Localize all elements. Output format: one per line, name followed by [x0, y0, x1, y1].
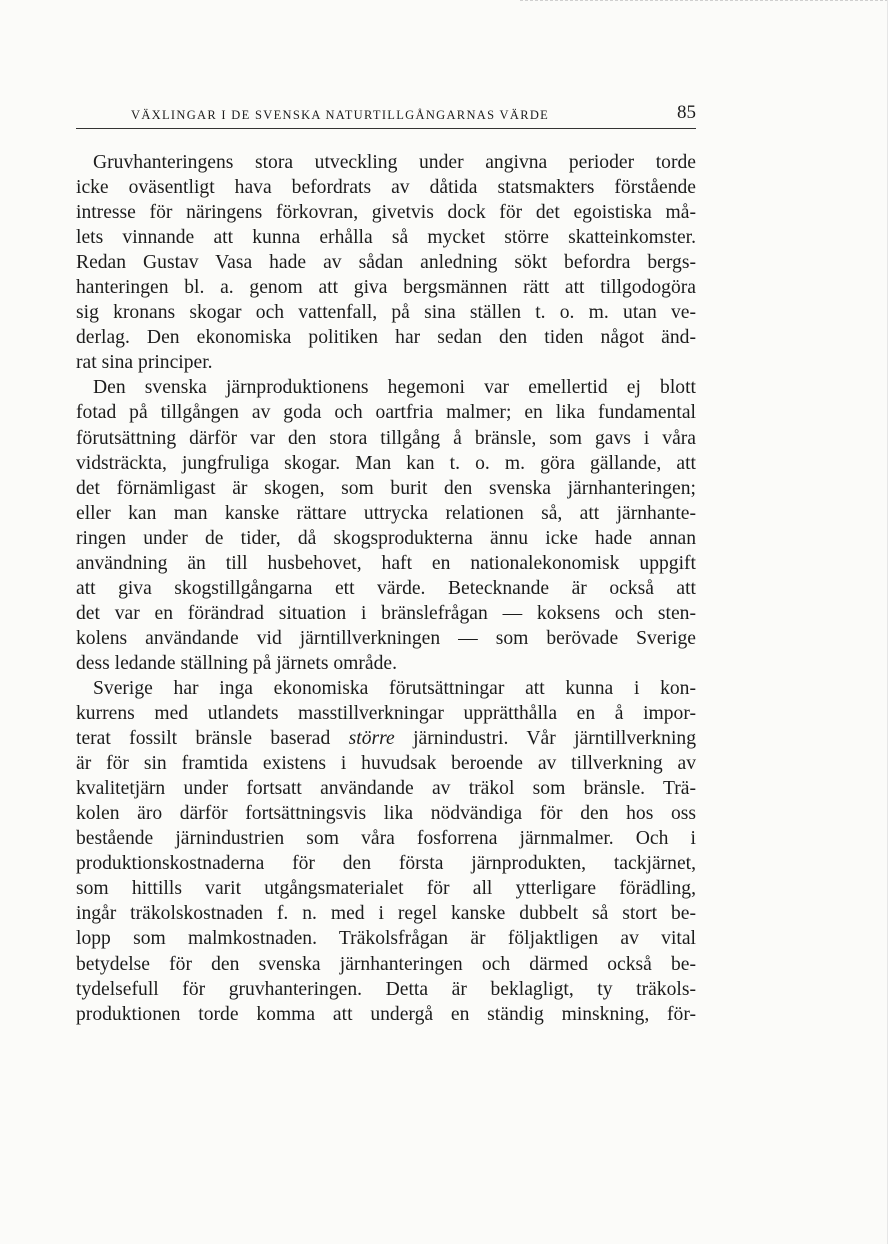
text-line: derlag. Den ekonomiska politiken har sedan den tiden något änd- [76, 327, 696, 349]
text-line: ringen under de tider, då skogsprodukterna ännu icke hade annan [76, 527, 696, 549]
text-line: intresse för näringens förkovran, givetvis dock för det egoistiska må- [76, 202, 696, 224]
running-header [76, 100, 696, 130]
text-line: rat sina principer. [76, 352, 213, 374]
text-line: det var en förändrad situation i bränslefrågan — koksens och sten- [76, 602, 696, 624]
text-line: kolens användande vid järntillverkningen — som berövade Sverige [76, 627, 696, 649]
text-line: kurrens med utlandets masstillverkningar upprätthålla en å impor- [76, 703, 696, 725]
running-title: VÄXLINGAR I DE SVENSKA NATURTILLGÅNGARNAS VÄRDE [131, 108, 550, 122]
text-line: produktionen torde komma att undergå en ständig minskning, för- [76, 1003, 696, 1025]
text-line: lets vinnande att kunna erhålla så mycket större skatteinkomster. [76, 227, 696, 249]
text-line: kolen äro därför fortsättningsvis lika nödvändiga för den hos oss [76, 803, 696, 825]
text-line: att giva skogstillgångarna ett värde. Betecknande är också att [76, 577, 696, 599]
page-number: 85 [677, 102, 696, 123]
page-top-edge [520, 0, 888, 2]
text-line: hanteringen bl. a. genom att giva bergsmännen rätt att tillgodogöra [76, 277, 696, 299]
text-line: Sverige har inga ekonomiska förutsättningar att kunna i kon- [93, 677, 696, 699]
text-line: ingår träkolskostnaden f. n. med i regel kanske dubbelt så stort be- [76, 903, 696, 925]
text-line: lopp som malmkostnaden. Träkolsfrågan är följaktligen av vital [76, 928, 696, 950]
text-line: icke oväsentligt hava befordrats av dåtida statsmakters förstående [76, 177, 696, 199]
text-line: är för sin framtida existens i huvudsak beroende av tillverkning av [76, 753, 696, 775]
text-line: terat fossilt bränsle baserad större järnindustri. Vår järntillverkning [76, 728, 696, 750]
text-line: eller kan man kanske rättare uttrycka relationen så, att järnhante- [76, 502, 696, 524]
text-line: kvalitetjärn under fortsatt användande av träkol som bränsle. Trä- [76, 778, 696, 800]
text-line: som hittills varit utgångsmaterialet för all ytterligare förädling, [76, 878, 696, 900]
text-line: dess ledande ställning på järnets område. [76, 652, 398, 674]
text-line: fotad på tillgången av goda och oartfria malmer; en lika fundamental [76, 402, 696, 424]
text-line: vidsträckta, jungfruliga skogar. Man kan t. o. m. göra gällande, att [76, 452, 696, 474]
text-line: bestående järnindustrien som våra fosforrena järnmalmer. Och i [76, 828, 696, 850]
text-line: sig kronans skogar och vattenfall, på sina ställen t. o. m. utan ve- [76, 302, 696, 324]
header-rule [76, 128, 696, 129]
text-line: Den svenska järnproduktionens hegemoni var emellertid ej blott [93, 377, 696, 399]
text-line: betydelse för den svenska järnhanteringen och därmed också be- [76, 953, 696, 975]
text-line: Redan Gustav Vasa hade av sådan anledning sökt befordra bergs- [76, 252, 696, 274]
text-line: Gruvhanteringens stora utveckling under angivna perioder torde [93, 152, 696, 173]
text-line: produktionskostnaderna för den första järnprodukten, tackjärnet, [76, 853, 696, 875]
text-line: tydelsefull för gruvhanteringen. Detta är beklagligt, ty träkols- [76, 978, 696, 1000]
body-text [76, 150, 696, 1027]
paragraph-1 [76, 150, 696, 375]
paragraph-3 [76, 676, 696, 1027]
text-line: användning än till husbehovet, haft en nationalekonomisk uppgift [76, 552, 696, 574]
emphasis: större [348, 728, 395, 750]
text-line: det förnämligast är skogen, som burit den svenska järnhanteringen; [76, 477, 696, 499]
paragraph-2 [76, 375, 696, 676]
text-line: förutsättning därför var den stora tillgång å bränsle, som gavs i våra [76, 427, 696, 449]
